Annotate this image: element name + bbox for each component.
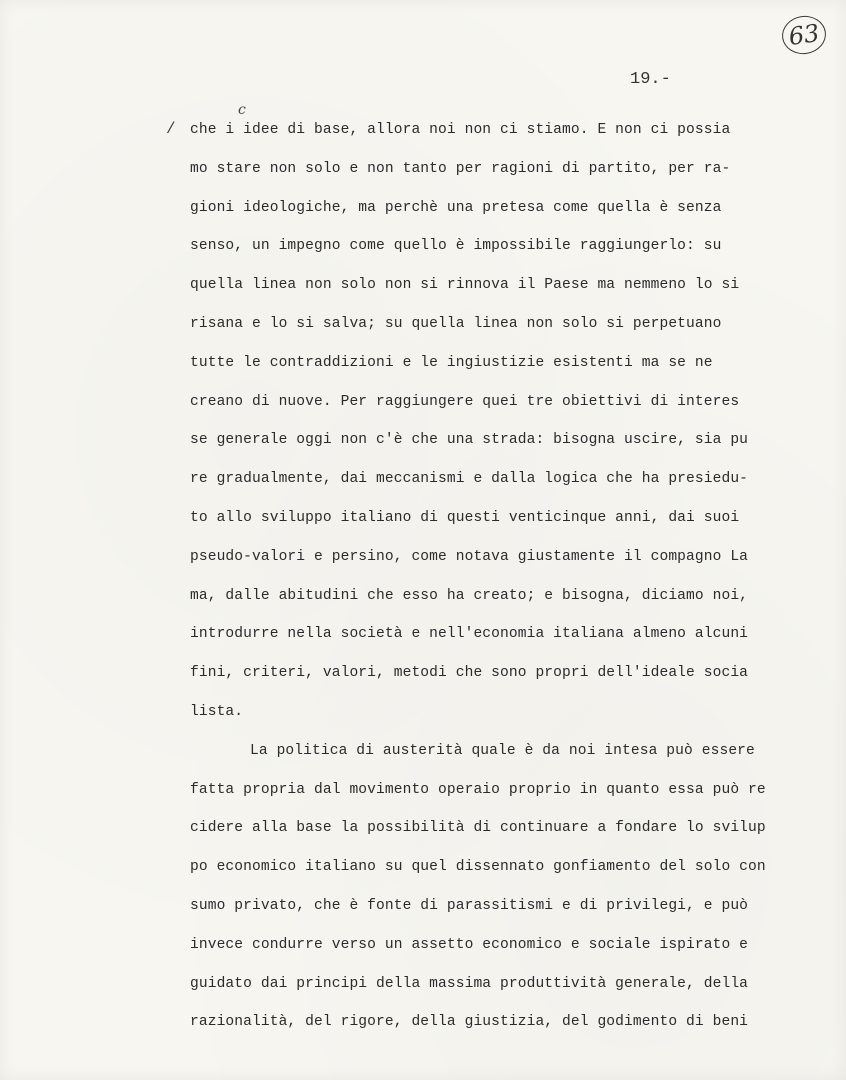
text-line: razionalità, del rigore, della giustizia, del godimento di beni: [190, 1014, 749, 1031]
text-line: fatta propria dal movimento operaio proprio in quanto essa può re: [190, 781, 766, 798]
text-line: cidere alla base la possibilità di continuare a fondare lo svilup: [190, 820, 766, 837]
text-line: to allo sviluppo italiano di questi venticinque anni, dai suoi: [190, 509, 740, 526]
text-line: che i idee di base, allora noi non ci stiamo. E non ci possia: [190, 122, 731, 138]
text-line: fini, criteri, valori, metodi che sono propri dell'ideale socia: [190, 665, 749, 682]
text-line: quella linea non solo non si rinnova il Paese ma nemmeno lo si: [190, 277, 740, 294]
text-line: gioni ideologiche, ma perchè una pretesa come quella è senza: [190, 199, 722, 216]
paragraph-1: [190, 120, 830, 741]
text-line: guidato dai principi della massima produttività generale, della: [190, 975, 749, 992]
text-line: pseudo-valori e persino, come notava giustamente il compagno La: [190, 548, 749, 565]
text-line: se generale oggi non c'è che una strada: bisogna uscire, sia pu: [190, 432, 749, 449]
text-line: lista.: [190, 703, 244, 720]
handwritten-correction: c: [238, 102, 246, 118]
text-line: tutte le contraddizioni e le ingiustizie esistenti ma se ne: [190, 354, 713, 371]
text-line: creano di nuove. Per raggiungere quei tre obiettivi di interes: [190, 393, 740, 410]
text-line: invece condurre verso un assetto economico e sociale ispirato e: [190, 936, 749, 953]
text-line: sumo privato, che è fonte di parassitismi e di privilegi, e può: [190, 897, 749, 914]
text-line: La politica di austerità quale è da noi intesa può essere: [250, 742, 755, 759]
text-line: mo stare non solo e non tanto per ragioni di partito, per ra-: [190, 160, 731, 177]
margin-mark: /: [166, 120, 176, 138]
page-number: 19.-: [630, 70, 671, 89]
body-text: [190, 120, 830, 1051]
text-line: risana e lo si salva; su quella linea non solo si perpetuano: [190, 315, 722, 332]
page-stamp: 63: [780, 13, 829, 57]
text-line: introdurre nella società e nell'economia italiana almeno alcuni: [190, 626, 749, 643]
text-line: po economico italiano su quel dissennato gonfiamento del solo con: [190, 859, 766, 876]
text-line: senso, un impegno come quello è impossibile raggiungerlo: su: [190, 238, 722, 255]
text-line: re gradualmente, dai meccanismi e dalla logica che ha presiedu-: [190, 471, 749, 488]
text-line: ma, dalle abitudini che esso ha creato; e bisogna, diciamo noi,: [190, 587, 749, 604]
paragraph-2: [190, 741, 830, 1051]
